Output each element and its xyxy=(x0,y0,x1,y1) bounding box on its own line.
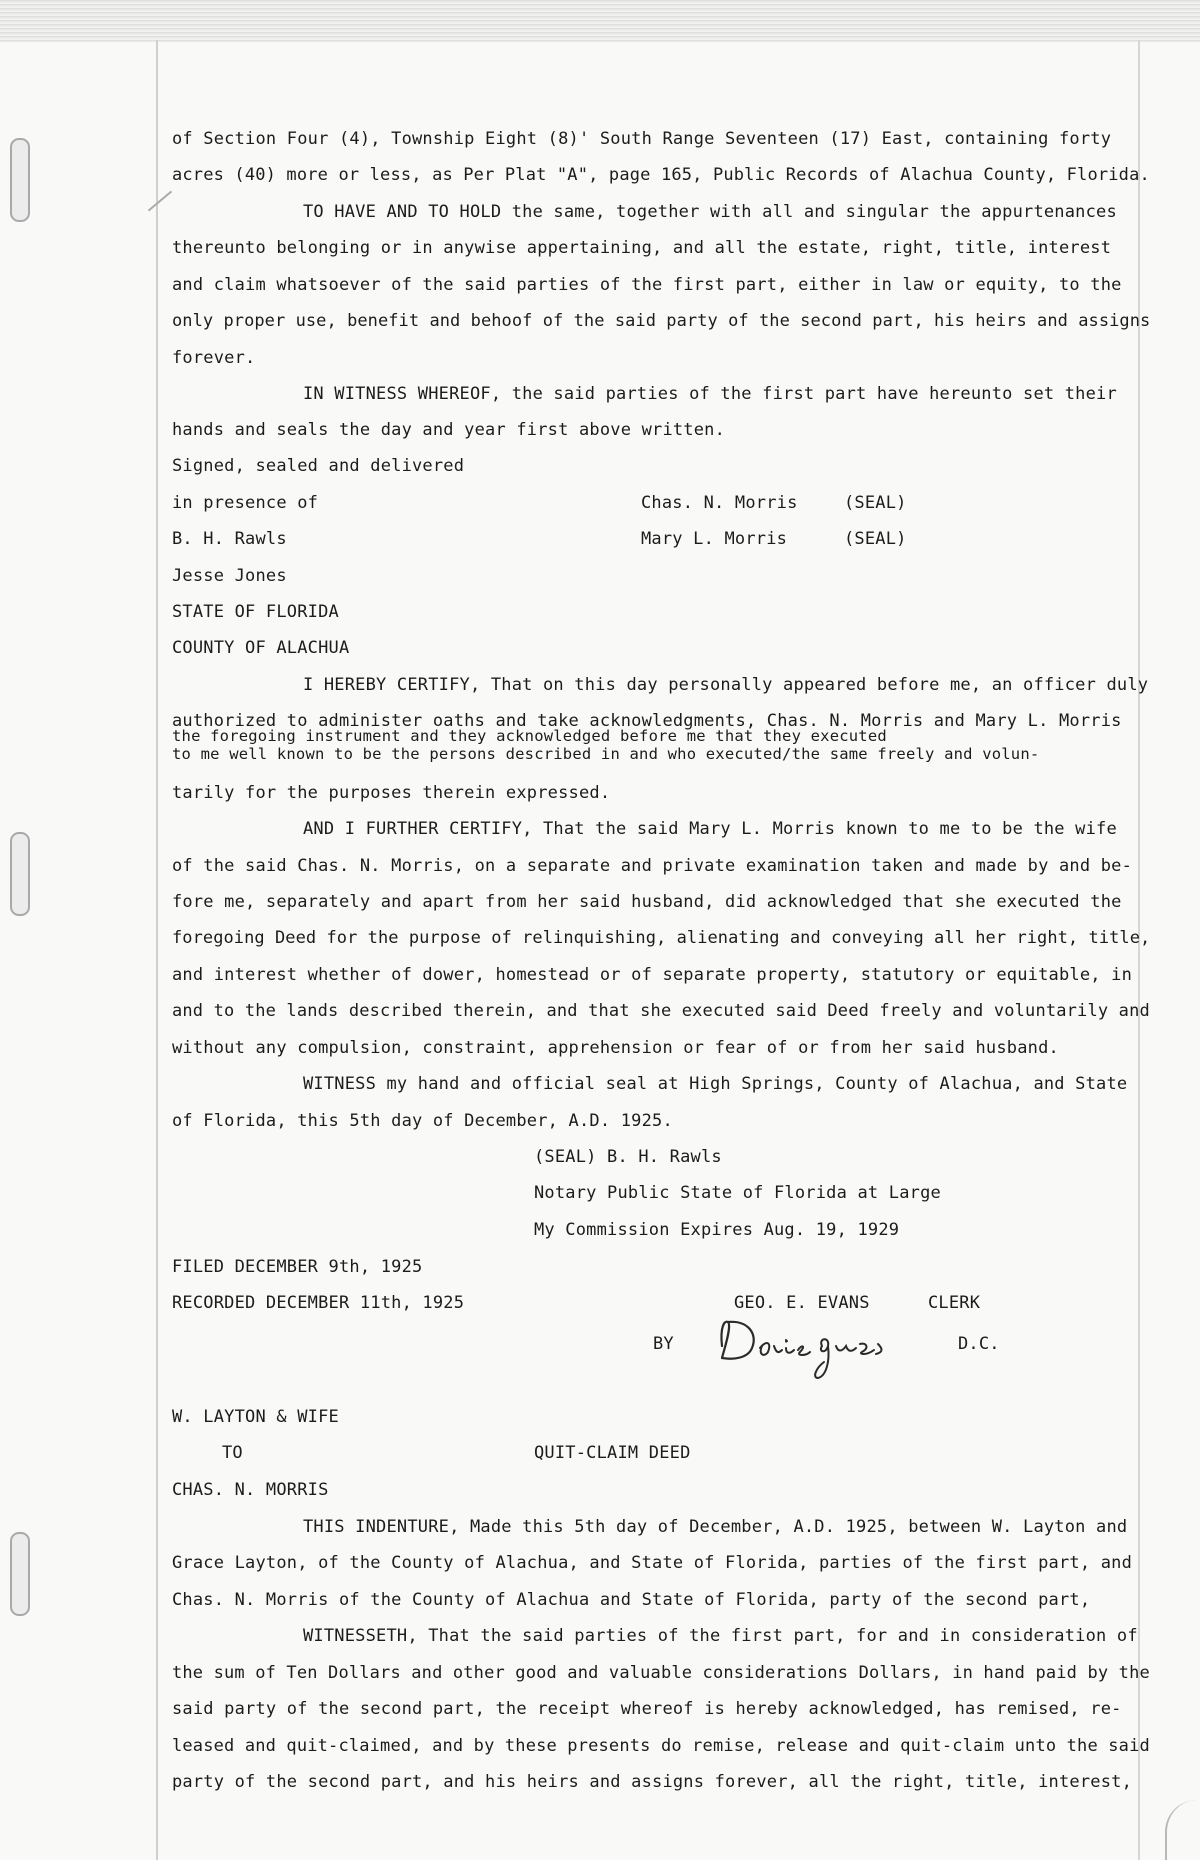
quitclaim-title: QUIT-CLAIM DEED xyxy=(534,1443,691,1463)
text-line: said party of the second part, the receipt whereof is hereby acknowledged, has remised, re- xyxy=(172,1699,1122,1719)
by-label: BY xyxy=(653,1334,674,1354)
text-line: thereunto belonging or in anywise appertaining, and all the estate, right, title, interest xyxy=(172,238,1112,258)
binder-hole-bottom xyxy=(10,1532,30,1616)
left-margin-rule xyxy=(156,40,158,1860)
text-line: AND I FURTHER CERTIFY, That the said Mary L. Morris known to me to be the wife xyxy=(303,819,1117,839)
seal-label: (SEAL) xyxy=(844,493,907,513)
text-line: STATE OF FLORIDA xyxy=(172,602,339,622)
scan-top-band xyxy=(0,0,1200,42)
signer-name-mary: Mary L. Morris xyxy=(641,529,788,549)
text-line: of Section Four (4), Township Eight (8)' South Range Seventeen (17) East, containing forty xyxy=(172,129,1112,149)
text-line: the sum of Ten Dollars and other good and valuable considerations Dollars, in hand paid by the xyxy=(172,1663,1150,1683)
text-line: THIS INDENTURE, Made this 5th day of December, A.D. 1925, between W. Layton and xyxy=(303,1517,1128,1537)
page-curl xyxy=(1165,1800,1197,1860)
text-line: TO HAVE AND TO HOLD the same, together with all and singular the appurtenances xyxy=(303,202,1117,222)
text-line: tarily for the purposes therein expressed. xyxy=(172,783,611,803)
text-line: forever. xyxy=(172,348,256,368)
binder-hole-middle xyxy=(10,832,30,916)
text-line: and to the lands described therein, and that she executed said Deed freely and voluntarily and xyxy=(172,1001,1150,1021)
recorded-date: RECORDED DECEMBER 11th, 1925 xyxy=(172,1293,465,1313)
commission-expiry-line: My Commission Expires Aug. 19, 1929 xyxy=(534,1220,900,1240)
text-line: Grace Layton, of the County of Alachua, and State of Florida, parties of the first part, and xyxy=(172,1553,1133,1573)
text-line: of Florida, this 5th day of December, A.D. 1925. xyxy=(172,1111,673,1131)
deputy-clerk-signature xyxy=(706,1306,906,1386)
text-line: and claim whatsoever of the said parties of the first part, either in law or equity, to the xyxy=(172,275,1122,295)
text-line: foregoing Deed for the purpose of relinquishing, alienating and conveying all her right, title, xyxy=(172,928,1151,948)
text-line: the foregoing instrument and they acknowledged before me that they executed xyxy=(172,727,887,745)
grantee-heading: CHAS. N. MORRIS xyxy=(172,1480,329,1500)
text-line: WITNESS my hand and official seal at High Springs, County of Alachua, and State xyxy=(303,1074,1128,1094)
grantor-heading: W. LAYTON & WIFE xyxy=(172,1407,339,1427)
filed-date: FILED DECEMBER 9th, 1925 xyxy=(172,1257,423,1277)
signer-name-chas: Chas. N. Morris xyxy=(641,493,798,513)
text-line: leased and quit-claimed, and by these presents do remise, release and quit-claim unto the said xyxy=(172,1736,1150,1756)
clerk-name: GEO. E. EVANS xyxy=(734,1293,870,1313)
text-line: I HEREBY CERTIFY, That on this day personally appeared before me, an officer duly xyxy=(303,675,1149,695)
margin-tick-mark xyxy=(148,191,172,212)
text-line: hands and seals the day and year first above written. xyxy=(172,420,726,440)
text-line: without any compulsion, constraint, apprehension or fear of or from her said husband. xyxy=(172,1038,1059,1058)
text-line: Jesse Jones xyxy=(172,566,287,586)
text-line: and interest whether of dower, homestead or of separate property, statutory or equitable, in xyxy=(172,965,1133,985)
text-line: fore me, separately and apart from her said husband, did acknowledged that she executed the xyxy=(172,892,1122,912)
text-line: Signed, sealed and delivered xyxy=(172,456,465,476)
text-line: IN WITNESS WHEREOF, the said parties of the first part have hereunto set their xyxy=(303,384,1117,404)
text-line: WITNESSETH, That the said parties of the first part, for and in consideration of xyxy=(303,1626,1138,1646)
text-line: in presence of xyxy=(172,493,319,513)
seal-label: (SEAL) xyxy=(844,529,907,549)
text-line: only proper use, benefit and behoof of the said party of the second part, his heirs and assigns xyxy=(172,311,1151,331)
deputy-clerk-label: D.C. xyxy=(958,1334,1000,1354)
text-line: acres (40) more or less, as Per Plat "A", page 165, Public Records of Alachua County, Florida. xyxy=(172,165,1150,185)
text-line: of the said Chas. N. Morris, on a separate and private examination taken and made by and be- xyxy=(172,856,1133,876)
to-heading: TO xyxy=(222,1443,243,1463)
text-line: B. H. Rawls xyxy=(172,529,287,549)
text-line: COUNTY OF ALACHUA xyxy=(172,638,350,658)
text-line: Chas. N. Morris of the County of Alachua and State of Florida, party of the second part, xyxy=(172,1590,1091,1610)
clerk-title: CLERK xyxy=(928,1293,981,1313)
text-line: to me well known to be the persons described in and who executed/the same freely and volun- xyxy=(172,745,1040,763)
notary-seal-line: (SEAL) B. H. Rawls xyxy=(534,1147,722,1167)
notary-title-line: Notary Public State of Florida at Large xyxy=(534,1183,941,1203)
text-line: party of the second part, and his heirs and assigns forever, all the right, title, interest, xyxy=(172,1772,1133,1792)
text-line: authorized to administer oaths and take acknowledgments, Chas. N. Morris and Mary L. Morris xyxy=(172,711,1122,731)
binder-hole-top xyxy=(10,138,30,222)
